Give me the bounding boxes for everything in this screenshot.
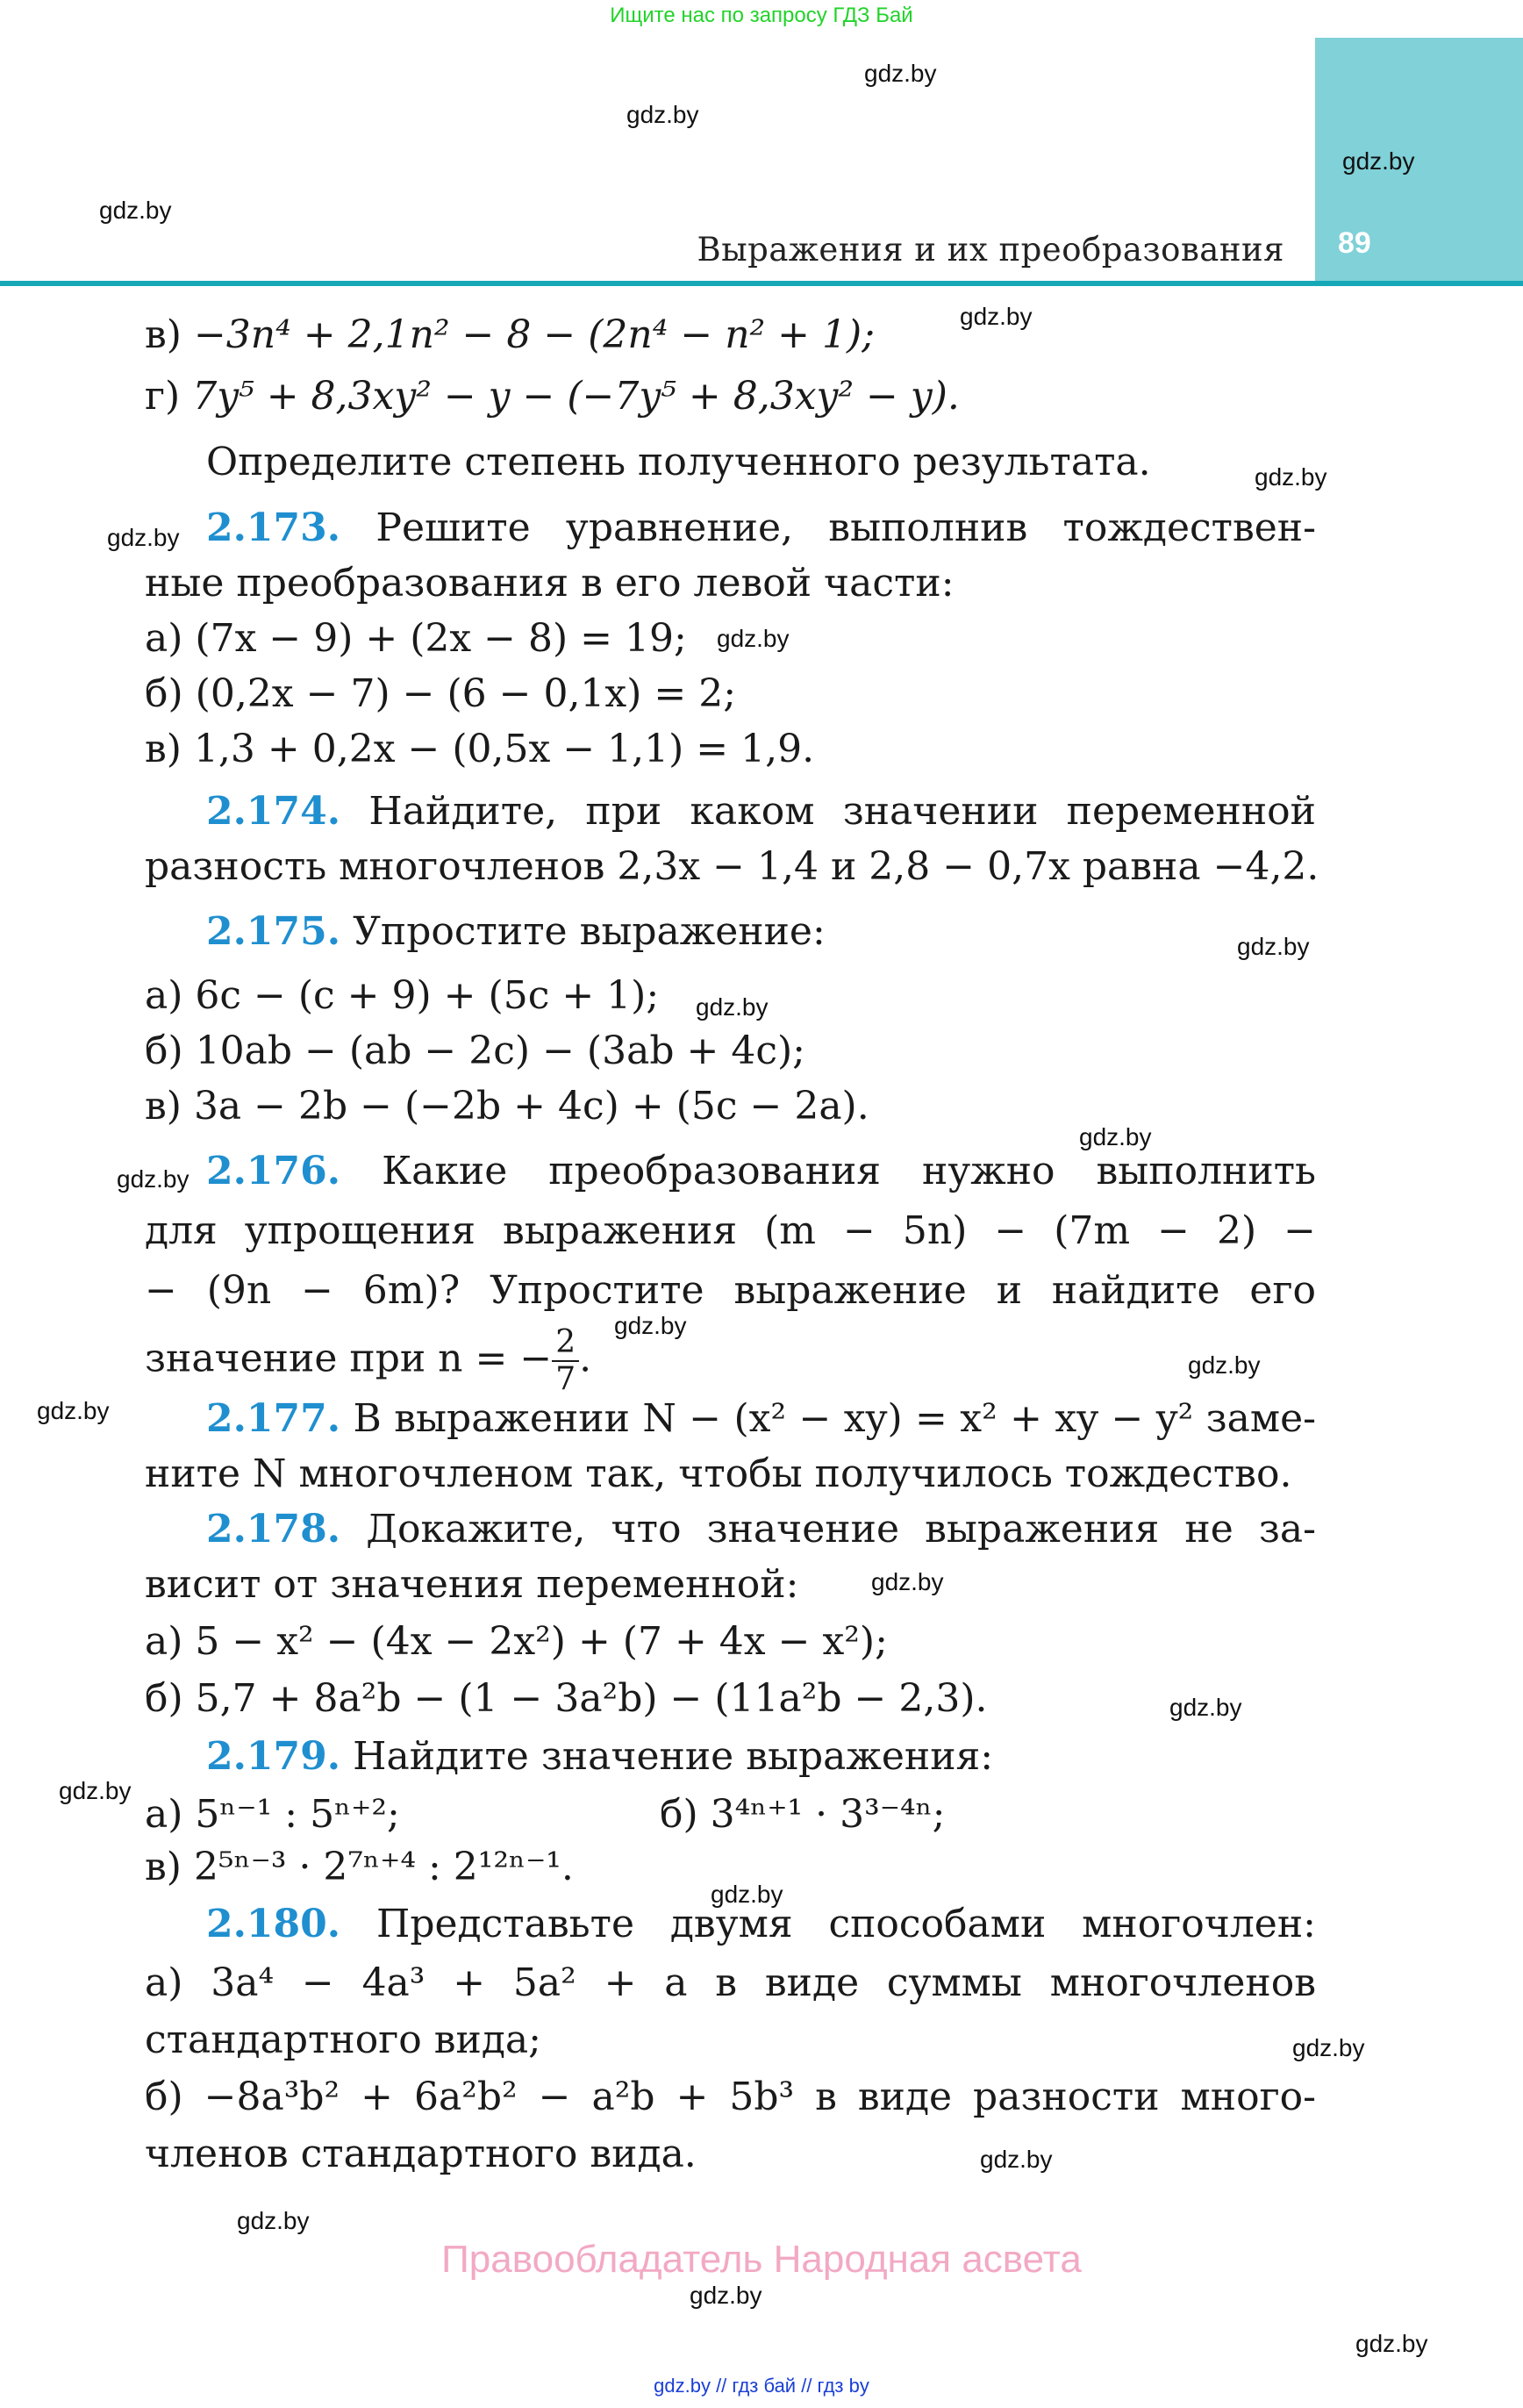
header-rule	[0, 281, 1523, 286]
watermark: gdz.by	[690, 2282, 762, 2309]
exercise-number: 2.175.	[206, 909, 341, 954]
fraction: $\frac{2}{7}$	[552, 1325, 579, 1397]
exercise-2-175: 2.175. Упростите выражение:	[206, 909, 826, 954]
exercise-2-180: 2.180. Представьте двумя способами многочлен:	[206, 1902, 1316, 1946]
exercise-text: ните N многочленом так, чтобы получилось тождество.	[145, 1451, 1292, 1496]
item-b: б) (0,2x − 7) − (6 − 0,1x) = 2;	[145, 671, 737, 716]
exercise-2-176: 2.176. Какие преобразования нужно выполнить	[206, 1149, 1316, 1193]
watermark: gdz.by	[1237, 933, 1310, 960]
item-b: б) 3⁴ⁿ⁺¹ · 3³⁻⁴ⁿ;	[660, 1792, 946, 1837]
item-a: а) (7x − 9) + (2x − 8) = 19;	[145, 616, 687, 661]
watermark: gdz.by	[1079, 1123, 1152, 1150]
exercise-number: 2.178.	[206, 1507, 341, 1552]
exercise-number: 2.173.	[206, 505, 341, 550]
exercise-number: 2.176.	[206, 1149, 341, 1193]
prev-item-g: г) 7y⁵ + 8,3xy² − y − (−7y⁵ + 8,3xy² − y).	[145, 374, 960, 419]
watermark: gdz.by	[1342, 147, 1415, 175]
copyright-notice: Правообладатель Народная асвета	[441, 2238, 1082, 2281]
watermark: gdz.by	[1292, 2034, 1365, 2061]
item-a: а) 3a⁴ − 4a³ + 5a² + a в виде суммы многочленов	[145, 1960, 1316, 2005]
watermark: gdz.by	[980, 2146, 1053, 2173]
exercise-2-177: 2.177. В выражении N − (x² − xy) = x² + xy − y² заме-	[206, 1396, 1316, 1441]
watermark: gdz.by	[107, 524, 180, 551]
watermark: gdz.by	[626, 101, 699, 128]
item-v: в) 1,3 + 0,2x − (0,5x − 1,1) = 1,9.	[145, 727, 815, 771]
watermark: gdz.by	[237, 2207, 310, 2234]
exercise-number: 2.180.	[206, 1902, 341, 1946]
watermark: gdz.by	[37, 1397, 110, 1424]
exercise-2-174: 2.174. Найдите, при каком значении переменной	[206, 789, 1316, 834]
running-head: Выражения и их преобразования	[697, 231, 1284, 269]
watermark: gdz.by	[1188, 1351, 1261, 1379]
watermark: gdz.by	[717, 625, 790, 652]
watermark: gdz.by	[614, 1312, 687, 1339]
exercise-text: разность многочленов 2,3x − 1,4 и 2,8 − 0,7x равна −4,2.	[145, 844, 1319, 889]
exercise-2-178: 2.178. Докажите, что значение выражения не за-	[206, 1507, 1316, 1552]
item-a: а) 6c − (c + 9) + (5c + 1);	[145, 973, 660, 1018]
exercise-number: 2.177.	[206, 1396, 341, 1441]
item-v: в) 3a − 2b − (−2b + 4c) + (5c − 2a).	[145, 1084, 869, 1129]
item-b: б) 10ab − (ab − 2c) − (3ab + 4c);	[145, 1028, 805, 1073]
watermark: gdz.by	[696, 993, 769, 1021]
exercise-2-179: 2.179. Найдите значение выражения:	[206, 1734, 994, 1779]
exercise-number: 2.179.	[206, 1734, 341, 1779]
exercise-text: значение при n = − $\frac{2}{7}$ .	[145, 1324, 592, 1397]
exercise-text: членов стандартного вида.	[145, 2132, 697, 2176]
exercise-text: ные преобразования в его левой части:	[145, 561, 955, 606]
item-a: а) 5 − x² − (4x − 2x²) + (7 + 4x − x²);	[145, 1619, 888, 1664]
page-number: 89	[1338, 226, 1371, 260]
watermark: gdz.by	[99, 197, 172, 224]
footer-links[interactable]: gdz.by // гдз бай // гдз by	[654, 2375, 869, 2397]
exercise-number: 2.174.	[206, 789, 341, 834]
exercise-text: для упрощения выражения (m − 5n) − (7m − 2) −	[145, 1208, 1316, 1253]
exercise-2-173: 2.173. Решите уравнение, выполнив тождествен-	[206, 505, 1316, 550]
watermark: gdz.by	[1169, 1694, 1242, 1721]
watermark: gdz.by	[1355, 2330, 1428, 2357]
top-banner[interactable]: Ищите нас по запросу ГДЗ Бай	[610, 4, 913, 27]
watermark: gdz.by	[59, 1777, 132, 1804]
item-a: а) 5ⁿ⁻¹ : 5ⁿ⁺²;	[145, 1792, 400, 1837]
watermark: gdz.by	[871, 1568, 944, 1595]
exercise-text: − (9n − 6m)? Упростите выражение и найдите его	[145, 1268, 1316, 1313]
item-b: б) 5,7 + 8a²b − (1 − 3a²b) − (11a²b − 2,3).	[145, 1676, 988, 1721]
item-b: б) −8a³b² + 6a²b² − a²b + 5b³ в виде разности много-	[145, 2075, 1317, 2119]
watermark: gdz.by	[1255, 463, 1327, 491]
watermark: gdz.by	[117, 1165, 189, 1193]
item-v: в) 2⁵ⁿ⁻³ · 2⁷ⁿ⁺⁴ : 2¹²ⁿ⁻¹.	[145, 1845, 574, 1889]
prev-note: Определите степень полученного результата.	[206, 440, 1151, 484]
exercise-text: стандартного вида;	[145, 2017, 541, 2062]
exercise-text: висит от значения переменной:	[145, 1562, 799, 1607]
watermark: gdz.by	[864, 60, 937, 87]
prev-item-v: в) −3n⁴ + 2,1n² − 8 − (2n⁴ − n² + 1);	[145, 312, 876, 357]
watermark: gdz.by	[960, 303, 1033, 330]
watermark: gdz.by	[711, 1881, 783, 1908]
